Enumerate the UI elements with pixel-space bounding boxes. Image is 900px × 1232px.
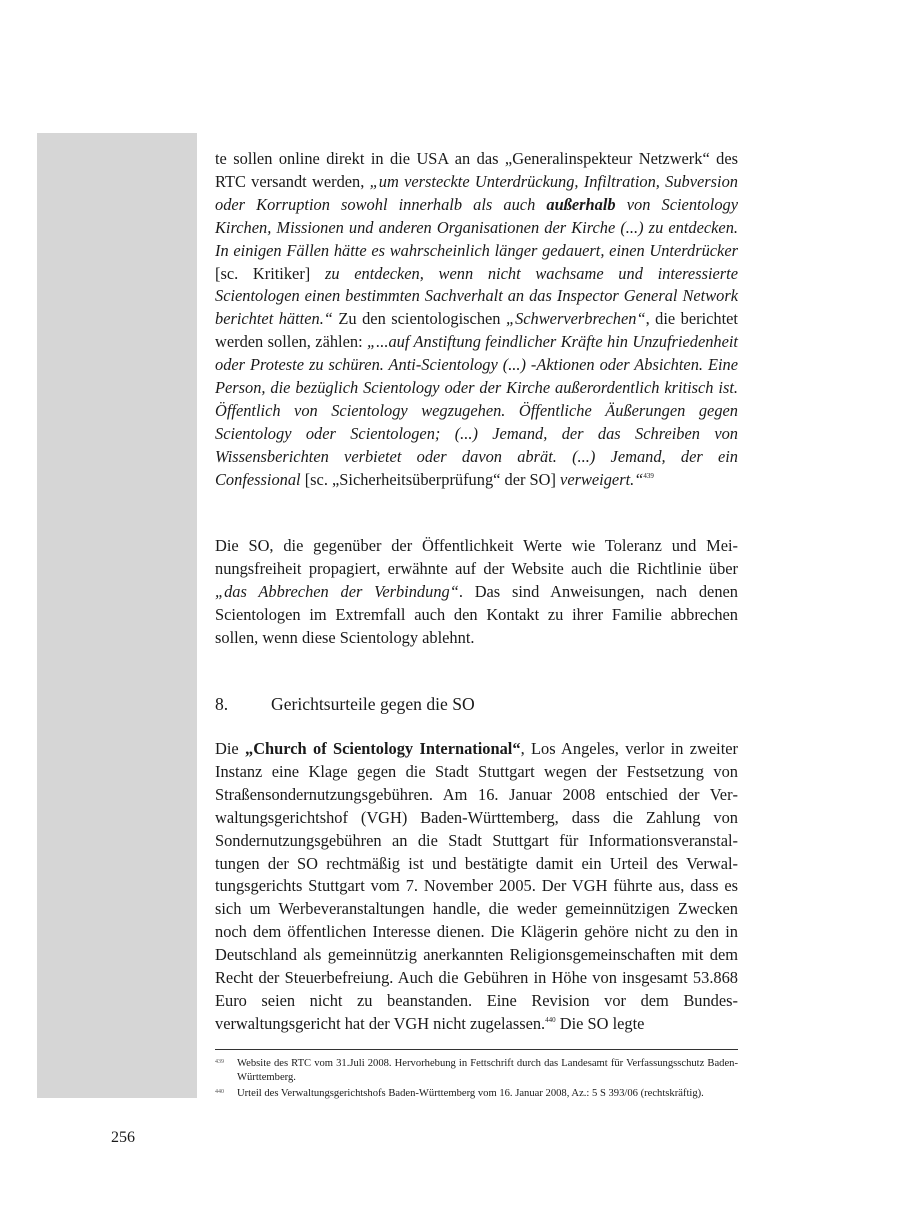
text-run: , die berichtet werden sollen, zählen:: [215, 309, 738, 352]
quote-run: von Scientology Kirchen, Missionen und anderen Organisationen der Kirche (...) zu entdecken. In einigen Fällen hätte es wahrscheinlich länger gedauert, einen Unterdrücker: [215, 194, 738, 260]
text-run: Die SO legte: [555, 1013, 645, 1033]
quote-run: zu entdecken, wenn nicht wachsame und interessierte Scientologen einen bestimmten Sachverhalt an das Inspector General Network berichtet hätten.“: [215, 263, 739, 329]
body-paragraph-1: [215, 148, 738, 492]
footnote-text: Website des RTC vom 31.Juli 2008. Hervorhebung in Fettschrift durch das Landesamt für Verfassungsschutz Baden-Württemberg.: [237, 1058, 738, 1084]
text-run: . Das sind Anweisungen, nach denen Scientologen im Extremfall auch den Kontakt zu ihrer Familie abbrechen sollen, wenn diese Scientology ablehnt.: [215, 581, 738, 647]
footnote-number: 440: [215, 1088, 224, 1095]
text-run: Die SO, die gegenüber der Öffentlichkeit Werte wie Toleranz und Meinungsfreiheit propagiert, erwähnte auf der Website auch die Richtlinie über: [215, 536, 738, 578]
footnotes: [215, 1057, 738, 1102]
body-paragraph-2: [215, 535, 738, 650]
footnote-item: [215, 1057, 738, 1086]
quote-run: „um versteckte Unterdrückung, Infiltration, Subversion oder Korruption sowohl innerhalb als auch: [215, 171, 738, 214]
page-number: 256: [111, 1129, 135, 1146]
quote-run: verweigert.“: [560, 469, 644, 489]
footnote-number: 439: [215, 1059, 224, 1065]
emphasis-run: außerhalb: [546, 194, 616, 214]
footnote-item: [215, 1087, 738, 1101]
text-run: Die: [215, 739, 246, 758]
text-run: Zu den scientologischen: [332, 309, 506, 329]
footnote-divider: [215, 1049, 738, 1050]
section-number: 8.: [215, 694, 229, 714]
text-run: te sollen online direkt in die USA an das „Generalinspekteur Netzwerk“ des RTC versandt werden,: [215, 149, 738, 191]
section-title: Gerichtsurteile gegen die SO: [271, 694, 475, 714]
margin-band: [37, 133, 197, 1098]
body-paragraph-3: [215, 738, 738, 1036]
text-run: , Los Angeles, verlor in zweiter Instanz eine Klage gegen die Stadt Stuttgart wegen der Festsetzung von Straßensondernutzungsgebühren. Am 16. Januar 2008 entschied der Verwaltungsgerichtshof (VGH) Baden-Württemberg, dass die Zahlung von Sondernutzungsgebühren an die Stadt Stuttgart für Informationsveranstaltungen der SO rechtmäßig ist und bestätigte damit ein Urteil des Verwaltungsgerichts Stuttgart vom 7. November 2005. Der VGH führte aus, dass es sich um Werbeveranstaltungen handle, die weder gemeinnützigen Zwecken noch dem öffentlichen Interesse dienen. Die Klägerin gehöre nicht zu den in Deutschland als gemeinnützig anerkannten Religionsgemeinschaften mit dem Recht der Steuerbefreiung. Auch die Gebühren in Höhe von insgesamt 53.868 Euro seien nicht zu beanstanden. Eine Revision vor dem Bundesverwaltungsgericht hat der VGH nicht zugelassen.: [215, 739, 738, 1033]
editorial-note: [sc. Kritiker]: [215, 263, 311, 283]
section-heading: [215, 692, 738, 716]
footnote-ref: 440: [545, 1015, 556, 1024]
editorial-note: [sc. „Sicherheitsüberprüfung“ der SO]: [300, 469, 561, 489]
footnote-text: Urteil des Verwaltungsgerichtshofs Baden-Württemberg vom 16. Januar 2008, Az.: 5 S 393/06 (rechtskräftig).: [237, 1087, 704, 1099]
quote-run: „...auf Anstiftung feindlicher Kräfte hin Unzufriedenheit oder Proteste zu schüren. Anti-Scientology (...) -Aktionen oder Absichten. Eine Person, die bezüglich Scientology oder der Kirche außerordentlich kritisch ist. Öffentlich von Scientology wegzugehen. Öffentliche Äußerungen gegen Scientology oder Scientologen; (...) Jemand, der das Schreiben von Wissensberichten verbietet oder davon abrät. (...) Jemand, der ein Confessional: [215, 332, 738, 489]
quote-run: „Schwerverbrechen“: [505, 309, 646, 329]
organization-name: „Church of Scientology International“: [245, 739, 521, 758]
quote-run: „das Abbrechen der Verbindung“: [215, 581, 459, 601]
footnote-ref: 439: [643, 471, 654, 480]
